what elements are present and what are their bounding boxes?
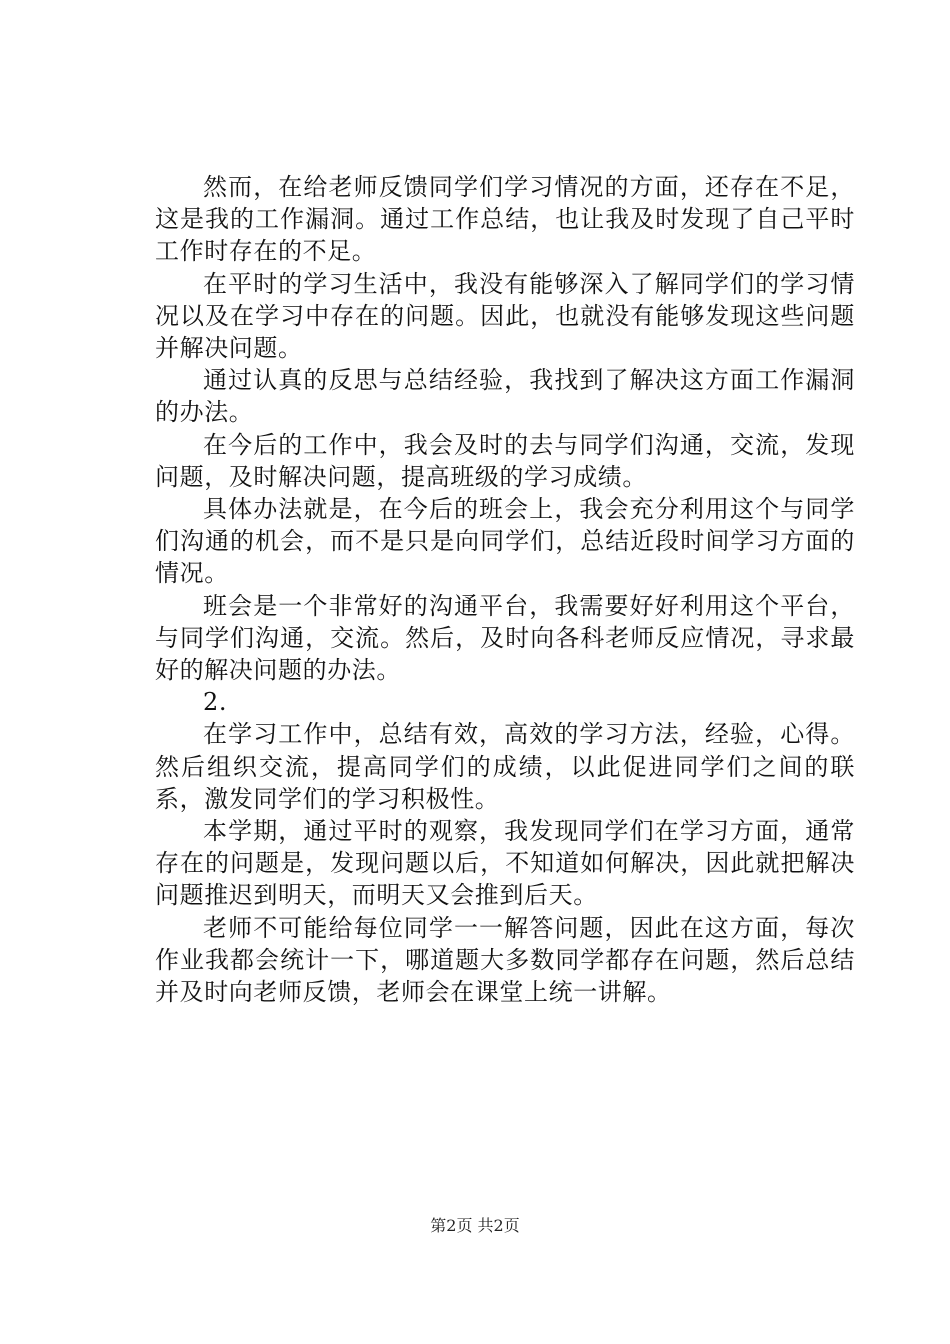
paragraph: 老师不可能给每位同学一一解答问题，因此在这方面，每次作业我都会统计一下，哪道题大多数同学都存在问题，然后总结并及时向老师反馈，老师会在课堂上统一讲解。 (155, 913, 855, 1007)
paragraph: 具体办法就是，在今后的班会上，我会充分利用这个与同学们沟通的机会，而不是只是向同学们，总结近段时间学习方面的情况。 (155, 495, 855, 588)
paragraph: 在平时的学习生活中，我没有能够深入了解同学们的学习情况以及在学习中存在的问题。因此，也就没有能够发现这些问题并解决问题。 (155, 269, 855, 363)
paragraph: 本学期，通过平时的观察，我发现同学们在学习方面，通常存在的问题是，发现问题以后，不知道如何解决，因此就把解决问题推迟到明天，而明天又会推到后天。 (155, 817, 855, 910)
paragraph: 在学习工作中，总结有效，高效的学习方法，经验，心得。然后组织交流，提高同学们的成绩，以此促进同学们之间的联系，激发同学们的学习积极性。 (155, 720, 855, 813)
section-number: 2. (203, 688, 228, 717)
paragraph: 班会是一个非常好的沟通平台，我需要好好利用这个平台，与同学们沟通，交流。然后，及时向各科老师反应情况，寻求最好的解决问题的办法。 (155, 591, 855, 685)
page-footer (0, 1216, 950, 1236)
paragraph: 通过认真的反思与总结经验，我找到了解决这方面工作漏洞的办法。 (155, 366, 855, 427)
paragraph: 在今后的工作中，我会及时的去与同学们沟通，交流，发现问题，及时解决问题，提高班级的学习成绩。 (155, 430, 855, 491)
page-number-label: 第2页 共2页 (430, 1216, 520, 1235)
paragraph: 然而，在给老师反馈同学们学习情况的方面，还存在不足，这是我的工作漏洞。通过工作总结，也让我及时发现了自己平时工作时存在的不足。 (155, 173, 855, 266)
document-body (155, 171, 855, 1008)
